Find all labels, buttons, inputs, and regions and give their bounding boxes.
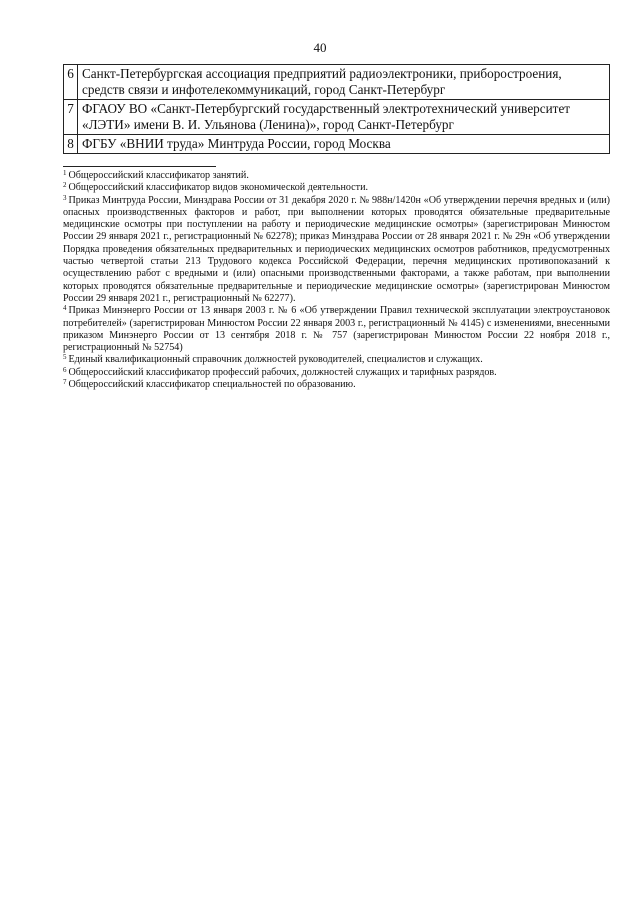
footnote-text: Приказ Минэнерго России от 13 января 2003 г. № 6 «Об утверждении Правил технической эксплуатации электроустановок потребителей» (зарегистрирован Минюстом России 22 января 2003 г., регистрационный № 4145) с изменениями, внесенными приказом Минэнерго России от 13 сентября 2018 г. № 757 (зарегистрирован Минюстом России 22 ноября 2018 г., регистрационный № 52754) [63,305,610,354]
footnote [63,182,610,194]
footnote-mark: 1 [63,169,67,177]
footnote-text: Общероссийский классификатор специальностей по образованию. [68,379,356,391]
footnote-mark: 2 [63,181,67,190]
page-number: 40 [313,40,327,55]
footnote-mark: 4 [63,304,67,313]
table-row [64,135,610,154]
footnote [63,170,610,182]
row-number: 8 [64,135,78,154]
footnote-mark: 5 [63,353,67,362]
footnote [63,354,610,366]
row-number: 7 [64,100,78,135]
organization-name: Санкт-Петербургская ассоциация предприятий радиоэлектроники, приборостроения, средств связи и инфотелекоммуникаций, город Санкт-Петербург [78,65,610,100]
footnote-text: Общероссийский классификатор видов экономической деятельности. [68,182,368,194]
footnote-text: Единый квалификационный справочник должностей руководителей, специалистов и служащих. [68,354,483,366]
organization-name: ФГБУ «ВНИИ труда» Минтруда России, город Москва [78,135,610,154]
footnote-mark: 7 [63,378,67,387]
footnotes [63,170,610,391]
footnote-mark: 3 [63,193,67,202]
row-number: 6 [64,65,78,100]
footnote-separator [63,166,216,167]
footnote [63,195,610,306]
footnote [63,379,610,391]
footnote [63,305,610,354]
footnote [63,367,610,379]
organizations-table [63,64,610,154]
footnote-text: Общероссийский классификатор профессий рабочих, должностей служащих и тарифных разрядов. [68,366,497,378]
footnote-text: Общероссийский классификатор занятий. [68,170,249,181]
footnote-mark: 6 [63,365,67,374]
organization-name: ФГАОУ ВО «Санкт-Петербургский государственный электротехнический университет «ЛЭТИ» имени В. И. Ульянова (Ленина)», город Санкт-Петербург [78,100,610,135]
footnote-text: Приказ Минтруда России, Минздрава России от 31 декабря 2020 г. № 988н/1420н «Об утверждении перечня вредных и (или) опасных производственных факторов и работ, при выполнении которых проводятся обязательные предварительные медицинские осмотры при поступлении на работу и периодические медицинские осмотры» (зарегистрирован Минюстом России 29 января 2021 г., регистрационный № 62278); приказ Минздрава России от 28 января 2021 г. № 29н «Об утверждении Порядка проведения обязательных предварительных и периодических медицинских осмотров работников, предусмотренных частью четвертой статьи 213 Трудового кодекса Российской Федерации, перечня медицинских противопоказаний к осуществлению работ с вредными и (или) опасными производственными факторами, а также работам, при выполнении которых проводятся обязательные предварительные и периодические медицинские осмотры» (зарегистрирован Минюстом России 29 января 2021 г., регистрационный № 62277). [63,194,610,304]
table-row [64,100,610,135]
table-row [64,65,610,100]
